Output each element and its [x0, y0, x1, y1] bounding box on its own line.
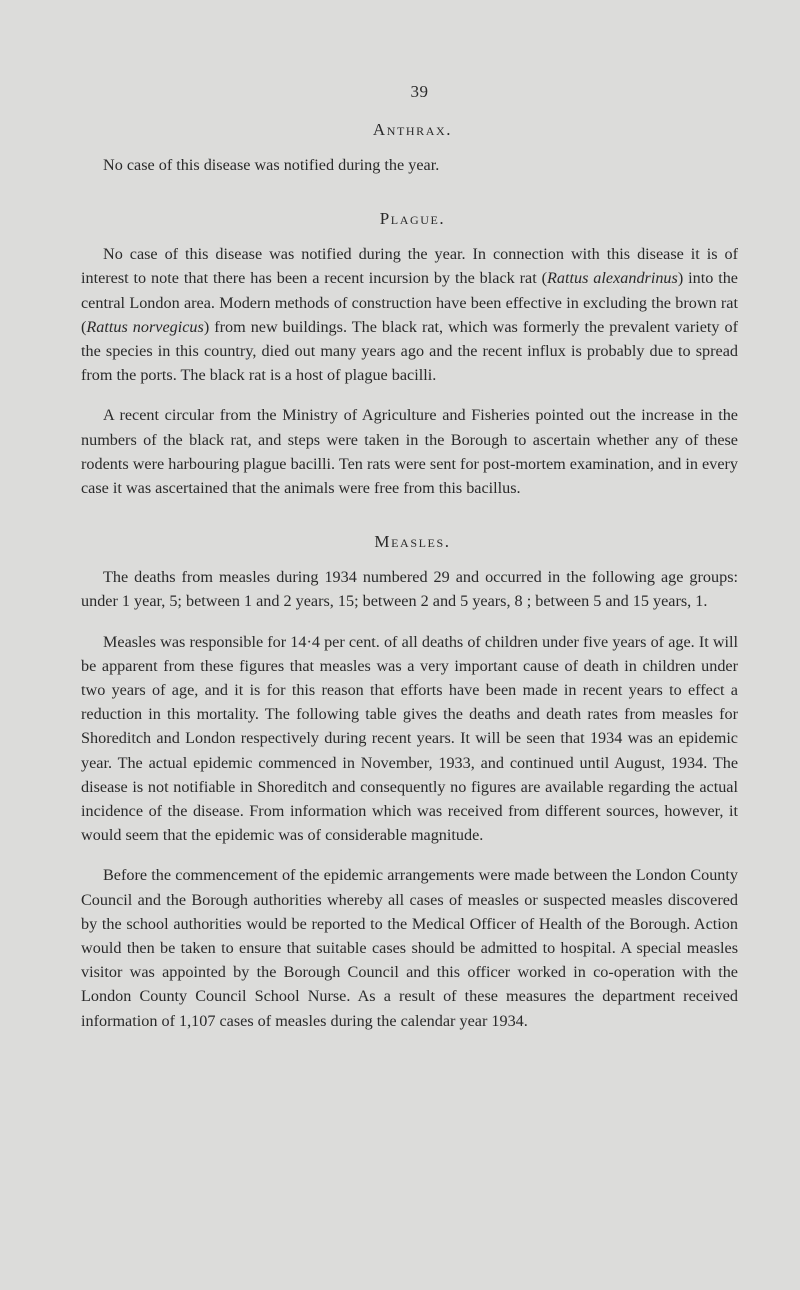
plague-paragraph-2: A recent circular from the Ministry of Agriculture and Fisheries pointed out the increase in the numbers of the black rat, and steps were taken in the Borough to ascertain whether any of these rodents were harbouring plague bacilli. Ten rats were sent for post-mortem examination, and in every case it was ascertained that the animals were free from this bacillus. [81, 406, 738, 498]
page-number: 39 [410, 82, 429, 101]
document-page [81, 82, 738, 1033]
heading-measles: Measles. [374, 532, 451, 552]
section-measles [81, 532, 738, 1033]
plague-p1-text-c: ) from new buildings. The black rat, which was formerly the prevalent variety of the species in this country, died out many years ago and the recent influx is probably due to spread from the ports. The black rat is a host of plague bacilli. [81, 317, 738, 385]
measles-paragraph-3: Before the commencement of the epidemic arrangements were made between the London County Council and the Borough authorities whereby all cases of measles or suspected measles discovered by the school authorities would be reported to the Medical Officer of Health of the Borough. Action would then be taken to ensure that suitable cases should be admitted to hospital. A special measles visitor was appointed by the Borough Council and this officer worked in co-operation with the London County Council School Nurse. As a result of these measures the department received information of 1,107 cases of measles during the calendar year 1934. [81, 866, 738, 1030]
heading-plague: Plague. [379, 209, 446, 229]
anthrax-paragraph-1: No case of this disease was notified during the year. [103, 156, 440, 174]
section-plague [81, 209, 738, 500]
plague-p1-text-a: No case of this disease was notified during the year. In connection with this disease it is of interest to note that there has been a recent incursion by the black rat ( [81, 245, 738, 288]
section-anthrax [81, 120, 738, 177]
measles-paragraph-2: Measles was responsible for 14·4 per cent. of all deaths of children under five years of age. It will be apparent from these figures that measles was a very important cause of death in children under two years of age, and it is for this reason that efforts have been made in recent years to effect a reduction in this mortality. The following table gives the deaths and death rates from measles for Shoreditch and London respectively during recent years. It will be seen that 1934 was an epidemic year. The actual epidemic commenced in November, 1933, and continued until August, 1934. The disease is not notifiable in Shoreditch and consequently no figures are available regarding the actual incidence of the disease. From information which was received from different sources, however, it would seem that the epidemic was of considerable magnitude. [81, 632, 738, 845]
measles-paragraph-1: The deaths from measles during 1934 numbered 29 and occurred in the following age groups: under 1 year, 5; between 1 and 2 years, 15; between 2 and 5 years, 8 ; between 5 and 15 years, 1. [81, 568, 738, 611]
species-name-black-rat: Rattus alexandrinus [547, 269, 678, 288]
species-name-brown-rat: Rattus norvegicus [86, 317, 204, 336]
heading-anthrax: Anthrax. [372, 120, 453, 139]
plague-p1-text-b: ) into the central London area. Modern methods of construction have been effective in excluding the brown rat ( [81, 269, 738, 336]
plague-paragraph-1 [81, 242, 738, 387]
